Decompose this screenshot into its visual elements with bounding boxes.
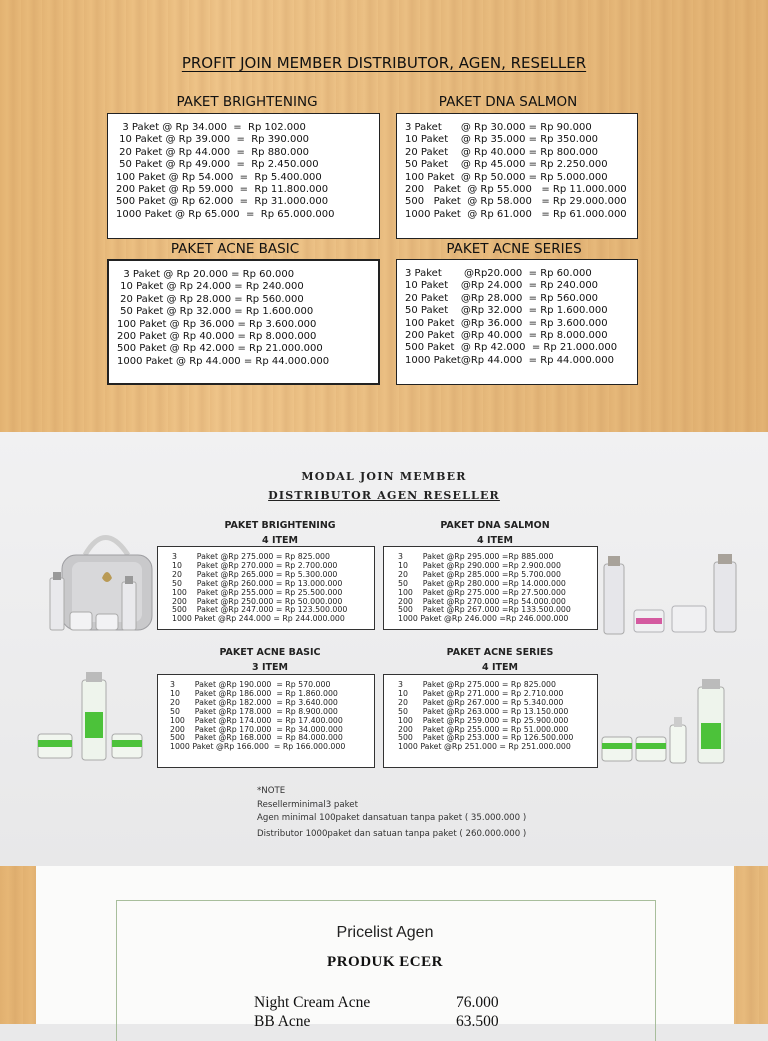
price-row: 20 Paket @Rp 265.000 = Rp 5.300.000 [172, 569, 338, 579]
price-row: 10 Paket @Rp 271.000 = Rp 2.710.000 [398, 688, 564, 698]
price-row: 200 Paket @Rp 170.000 = Rp 34.000.000 [170, 724, 343, 734]
price-row: 100 Paket @Rp 259.000 = Rp 25.900.000 [398, 715, 569, 725]
price-row: 500 Paket @ Rp 42.000 = Rp 21.000.000 [405, 342, 618, 354]
brightening-title: PAKET BRIGHTENING [176, 94, 318, 110]
price-row: 1000 Paket@Rp 44.000 = Rp 44.000.000 [405, 354, 614, 366]
modal-acne-basic-subtitle: 3 ITEM [252, 662, 288, 673]
price-row: 50 Paket @ Rp 45.000 = Rp 2.250.000 [405, 159, 608, 171]
price-row: 100 Paket @ Rp 54.000 = Rp 5.400.000 [116, 171, 322, 183]
pricelist-item-price: 63.500 [456, 1013, 499, 1030]
pricelist-paper [36, 866, 734, 1030]
price-row: 1000 Paket @Rp 166.000 = Rp 166.000.000 [170, 742, 346, 752]
modal-acne-basic-title: PAKET ACNE BASIC [219, 647, 321, 658]
acne-basic-products-image [36, 672, 146, 767]
brightening-rows [116, 122, 371, 221]
pricelist-title: Pricelist Agen [336, 924, 434, 941]
price-row: 3 Paket @Rp 190.000 = Rp 570.000 [170, 680, 331, 689]
note-reseller: Resellerminimal3 paket [257, 800, 358, 810]
price-row: 200 Paket @ Rp 40.000 = Rp 8.000.000 [117, 331, 317, 343]
dna-salmon-products-image [598, 554, 748, 639]
price-row: 500 Paket @ Rp 42.000 = Rp 21.000.000 [117, 343, 323, 355]
price-row: 20 Paket @ Rp 44.000 = Rp 880.000 [116, 146, 310, 158]
price-row: 20 Paket @ Rp 28.000 = Rp 560.000 [117, 293, 304, 305]
price-row: 20 Paket @Rp 267.000 = Rp 5.340.000 [398, 697, 564, 707]
acne-basic-title: PAKET ACNE BASIC [170, 241, 300, 257]
dna-salmon-table [396, 113, 638, 239]
modal-acne-series-subtitle: 4 ITEM [482, 662, 518, 673]
price-row: 10 Paket @ Rp 24.000 = Rp 240.000 [117, 281, 304, 293]
modal-section [0, 432, 768, 866]
price-row: 20 Paket @Rp 285.000 =Rp 5.700.000 [398, 569, 561, 579]
price-row: 20 Paket @Rp 182.000 = Rp 3.640.000 [170, 697, 338, 707]
price-row: 3 Paket @ Rp 20.000 = Rp 60.000 [117, 269, 295, 280]
pricelist-section [0, 866, 768, 1030]
price-row: 10 Paket @ Rp 39.000 = Rp 390.000 [116, 134, 310, 146]
dna-salmon-title: PAKET DNA SALMON [438, 94, 578, 110]
price-row: 1000 Paket @ Rp 44.000 = Rp 44.000.000 [117, 355, 330, 367]
price-row: 100 Paket @Rp 275.000 =Rp 27.500.000 [398, 587, 566, 597]
price-row: 200 Paket @Rp 250.000 = Rp 50.000.000 [172, 596, 343, 606]
acne-basic-table [107, 259, 380, 385]
price-row: 50 Paket @ Rp 32.000 = Rp 1.600.000 [117, 306, 314, 318]
price-row: 20 Paket @Rp 28.000 = Rp 560.000 [405, 292, 599, 304]
modal-title-line1: MODAL JOIN MEMBER [301, 470, 467, 483]
price-row: 50 Paket @Rp 280.000 =Rp 14.000.000 [398, 578, 566, 588]
price-row: 1000 Paket @ Rp 61.000 = Rp 61.000.000 [405, 208, 627, 220]
acne-series-rows [405, 268, 629, 367]
price-row: 50 Paket @Rp 178.000 = Rp 8.900.000 [170, 706, 338, 716]
price-row: 1000 Paket @Rp 246.000 =Rp 246.000.000 [398, 614, 569, 624]
note-heading: *NOTE [257, 786, 286, 796]
price-row: 3 Paket @ Rp 34.000 = Rp 102.000 [116, 122, 306, 133]
price-row: 500 Paket @Rp 168.000 = Rp 84.000.000 [170, 733, 343, 743]
acne-series-products-image [598, 677, 748, 767]
acne-series-title: PAKET ACNE SERIES [446, 241, 582, 257]
price-row: 500 Paket @Rp 253.000 = Rp 126.500.000 [398, 733, 574, 743]
price-row: 20 Paket @ Rp 40.000 = Rp 800.000 [405, 146, 599, 158]
acne-series-table [396, 259, 638, 385]
modal-title-line2: DISTRIBUTOR AGEN RESELLER [268, 489, 500, 502]
price-row: 100 Paket @ Rp 50.000 = Rp 5.000.000 [405, 171, 608, 183]
price-row: 3 Paket @Rp 295.000 =Rp 885.000 [398, 552, 554, 561]
price-row: 100 Paket @Rp 255.000 = Rp 25.500.000 [172, 587, 343, 597]
price-row: 50 Paket @ Rp 49.000 = Rp 2.450.000 [116, 159, 319, 171]
price-row: 3 Paket @Rp 275.000 = Rp 825.000 [172, 552, 330, 561]
modal-dna-salmon-table [383, 546, 598, 630]
price-row: 500 Paket @ Rp 58.000 = Rp 29.000.000 [405, 196, 627, 208]
modal-acne-basic-table [157, 674, 375, 768]
brightening-bottles-image [40, 572, 155, 637]
profit-title: PROFIT JOIN MEMBER DISTRIBUTOR, AGEN, RESELLER [181, 54, 587, 72]
price-row: 50 Paket @Rp 32.000 = Rp 1.600.000 [405, 305, 608, 317]
price-row: 1000 Paket @ Rp 65.000 = Rp 65.000.000 [116, 208, 335, 220]
price-row: 10 Paket @Rp 186.000 = Rp 1.860.000 [170, 688, 338, 698]
price-row: 200 Paket @Rp 40.000 = Rp 8.000.000 [405, 330, 608, 342]
modal-brightening-subtitle: 4 ITEM [262, 535, 298, 546]
brightening-table [107, 113, 380, 239]
pricelist-item-name: Night Cream Acne [254, 994, 371, 1011]
modal-brightening-rows [172, 553, 366, 624]
price-row: 10 Paket @Rp 290.000 =Rp 2.900.000 [398, 560, 561, 570]
price-row: 10 Paket @Rp 24.000 = Rp 240.000 [405, 280, 599, 292]
price-row: 1000 Paket @Rp 244.000 = Rp 244.000.000 [172, 614, 345, 624]
price-row: 100 Paket @ Rp 36.000 = Rp 3.600.000 [117, 318, 317, 330]
modal-acne-series-table [383, 674, 598, 768]
note-distributor: Distributor 1000paket dan satuan tanpa paket ( 260.000.000 ) [257, 829, 527, 839]
modal-brightening-title: PAKET BRIGHTENING [224, 520, 336, 531]
price-row: 100 Paket @Rp 36.000 = Rp 3.600.000 [405, 317, 608, 329]
price-row: 500 Paket @Rp 247.000 = Rp 123.500.000 [172, 605, 348, 615]
price-row: 10 Paket @Rp 270.000 = Rp 2.700.000 [172, 560, 338, 570]
pricelist-item-name: BB Acne [254, 1013, 311, 1030]
modal-dna-salmon-title: PAKET DNA SALMON [440, 520, 550, 531]
price-row: 200 Paket @ Rp 59.000 = Rp 11.800.000 [116, 184, 329, 196]
price-row: 3 Paket @ Rp 30.000 = Rp 90.000 [405, 122, 592, 133]
note-agen: Agen minimal 100paket dansatuan tanpa paket ( 35.000.000 ) [257, 813, 527, 823]
price-row: 200 Paket @Rp 255.000 = Rp 51.000.000 [398, 724, 569, 734]
price-row: 50 Paket @Rp 263.000 = Rp 13.150.000 [398, 706, 569, 716]
price-row: 500 Paket @Rp 267.000 =Rp 133.500.000 [398, 605, 571, 615]
acne-basic-rows [117, 269, 370, 368]
modal-dna-salmon-rows [398, 553, 589, 624]
modal-acne-series-title: PAKET ACNE SERIES [446, 647, 554, 658]
pricelist-subtitle: PRODUK ECER [327, 954, 443, 970]
price-row: 3 Paket @Rp20.000 = Rp 60.000 [405, 268, 592, 279]
price-row: 50 Paket @Rp 260.000 = Rp 13.000.000 [172, 578, 343, 588]
price-row: 200 Paket @Rp 270.000 =Rp 54.000.000 [398, 596, 566, 606]
pricelist-item-price: 76.000 [456, 994, 499, 1011]
modal-acne-series-rows [398, 681, 589, 752]
price-row: 3 Paket @Rp 275.000 = Rp 825.000 [398, 680, 556, 689]
profit-section [0, 0, 768, 432]
price-row: 200 Paket @ Rp 55.000 = Rp 11.000.000 [405, 184, 627, 196]
modal-acne-basic-rows [170, 681, 366, 752]
price-row: 500 Paket @ Rp 62.000 = Rp 31.000.000 [116, 196, 329, 208]
modal-dna-salmon-subtitle: 4 ITEM [477, 535, 513, 546]
price-row: 100 Paket @Rp 174.000 = Rp 17.400.000 [170, 715, 343, 725]
dna-salmon-rows [405, 122, 629, 221]
modal-brightening-table [157, 546, 375, 630]
price-row: 10 Paket @ Rp 35.000 = Rp 350.000 [405, 134, 599, 146]
price-row: 1000 Paket @Rp 251.000 = Rp 251.000.000 [398, 742, 571, 752]
